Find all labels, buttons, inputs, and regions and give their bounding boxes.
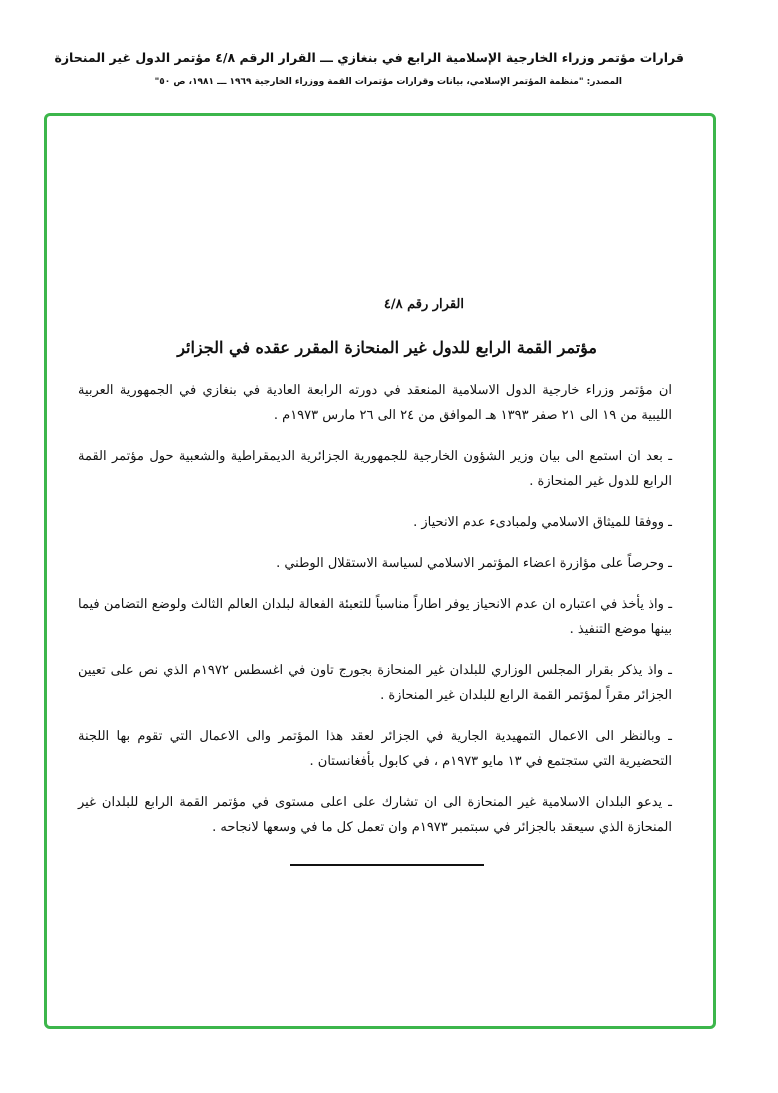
page-header-source: المصدر: "منظمة المؤتمر الإسلامي، بيانات وقرارات مؤتمرات القمة ووزراء الخارجية ١٩٦٩ ـــ ١٩٨١، ص ٥٠" xyxy=(154,77,622,87)
paragraph-georgetown: ـ واذ يذكر بقرار المجلس الوزاري للبلدان غير المنحازة بجورج تاون في اغسطس ١٩٧٢م الذي نص على تعيين الجزائر مقراً لمؤتمر القمة الرابع للبلدان غير المنحازة . xyxy=(78,663,672,703)
resolution-body xyxy=(78,378,672,840)
paragraph-support: ـ وحرصاً على مؤازرة اعضاء المؤتمر الاسلامي لسياسة الاستقلال الوطني . xyxy=(276,556,672,571)
paragraph-statement-heard: ـ بعد ان استمع الى بيان وزير الشؤون الخارجية للجمهورية الجزائرية الديمقراطية والشعبية حول مؤتمر القمة الرابع للدول غير المنحازة . xyxy=(78,449,672,489)
paragraph-call: ـ يدعو البلدان الاسلامية غير المنحازة الى ان تشارك على اعلى مستوى في مؤتمر القمة الرابع للبلدان غير المنحازة الذي سيعقد بالجزائر في سبتمبر ١٩٧٣م وان تعمل كل ما في وسعها لانجاحه . xyxy=(78,795,672,835)
end-divider xyxy=(290,864,484,866)
paragraph-framework: ـ واذ يأخذ في اعتباره ان عدم الانحياز يوفر اطاراً مناسباً للتعبئة الفعالة لبلدان العالم الثالث ولوضع التضامن فيما بينها موضع التنفيذ . xyxy=(78,597,672,637)
paragraph-preparations: ـ وبالنظر الى الاعمال التمهيدية الجارية في الجزائر لعقد هذا المؤتمر والى الاعمال التي تقوم بها اللجنة التحضيرية التي ستجتمع في ١٣ مايو ١٩٧٣م ، في كابول بأفغانستان . xyxy=(78,729,672,769)
paragraph-charter: ـ ووفقا للميثاق الاسلامي ولمبادىء عدم الانحياز . xyxy=(413,515,672,530)
resolution-title: مؤتمر القمة الرابع للدول غير المنحازة المقرر عقده في الجزائر xyxy=(177,338,597,357)
page-header-title: قرارات مؤتمر وزراء الخارجية الإسلامية الرابع في بنغازي ـــ القرار الرقم ٤/٨ مؤتمر الدول غير المنحازة xyxy=(54,50,684,65)
resolution-number: القرار رقم ٤/٨ xyxy=(383,297,464,312)
paragraph-preamble: ان مؤتمر وزراء خارجية الدول الاسلامية المنعقد في دورته الرابعة العادية في بنغازي في الجمهورية العربية الليبية من ١٩ الى ٢١ صفر ١٣٩٣ هـ الموافق من ٢٤ الى ٢٦ مارس ١٩٧٣م . xyxy=(78,383,672,423)
